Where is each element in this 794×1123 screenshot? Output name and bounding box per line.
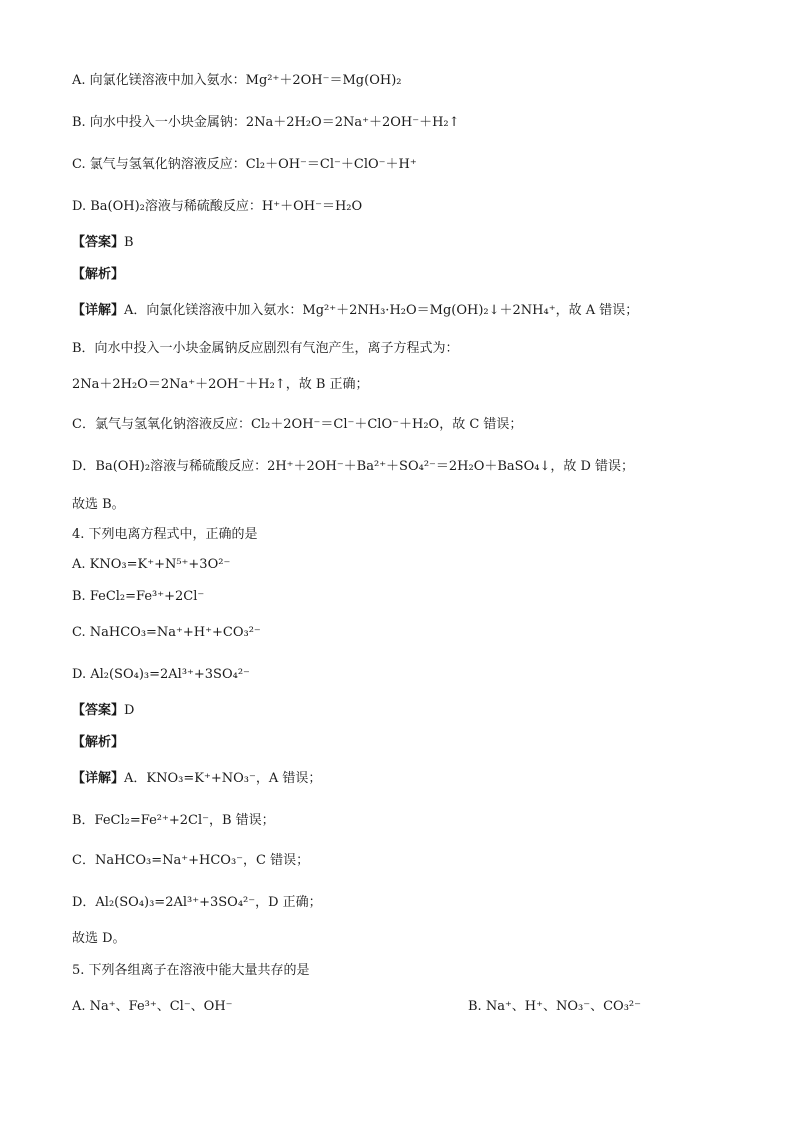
q4-option-a: A. KNO₃=K⁺+N⁵⁺+3O²⁻ xyxy=(72,557,231,572)
q4-conclusion: 故选 D。 xyxy=(72,931,126,946)
q3-option-c-label: C. 氯气与氢氧化钠溶液反应： xyxy=(72,157,246,172)
q3-answer xyxy=(72,234,754,252)
q3-detail-c-equation: Cl₂＋2OH⁻＝Cl⁻＋ClO⁻＋H₂O xyxy=(250,417,440,432)
q3-option-a xyxy=(72,72,754,90)
q3-analysis-label: 【解析】 xyxy=(72,267,125,282)
q3-detail-c xyxy=(72,416,754,434)
q5-options-row xyxy=(72,998,754,1016)
q3-detail-b-equation: 2Na＋2H₂O＝2Na⁺＋2OH⁻＋H₂↑ xyxy=(72,377,286,392)
q3-option-a-label: A. 向氯化镁溶液中加入氨水： xyxy=(72,73,246,88)
q3-option-c xyxy=(72,156,754,174)
q4-option-b: B. FeCl₂=Fe³⁺+2Cl⁻ xyxy=(72,589,205,604)
q3-detail-d-end: ，故 D 错误； xyxy=(550,459,635,474)
q4-detail-c: C．NaHCO₃=Na⁺+HCO₃⁻，C 错误； xyxy=(72,853,310,868)
q3-detail-d-equation: 2H⁺＋2OH⁻＋Ba²⁺＋SO₄²⁻＝2H₂O＋BaSO₄↓ xyxy=(267,459,551,474)
q3-detail-a-end: ，故 A 错误； xyxy=(555,303,639,318)
q4-answer-label: 【答案】 xyxy=(72,703,125,718)
q5-option-a: A. Na⁺、Fe³⁺、Cl⁻、OH⁻ xyxy=(72,999,233,1014)
q3-option-d xyxy=(72,198,754,216)
q3-detail-c-text: C．氯气与氢氧化钠溶液反应： xyxy=(72,417,251,432)
q3-option-b-label: B. 向水中投入一小块金属钠： xyxy=(72,115,246,130)
q4-option-c: C. NaHCO₃=Na⁺+H⁺+CO₃²⁻ xyxy=(72,625,261,640)
q3-detail-label: 【详解】 xyxy=(72,303,125,318)
q3-detail-a-text: A．向氯化镁溶液中加入氨水： xyxy=(124,303,303,318)
q3-answer-label: 【答案】 xyxy=(72,235,125,250)
q4-detail-d: D．Al₂(SO₄)₃=2Al³⁺+3SO₄²⁻，D 正确； xyxy=(72,895,322,910)
q4-answer-value: D xyxy=(124,703,135,718)
q3-option-a-equation: Mg²⁺＋2OH⁻＝Mg(OH)₂ xyxy=(245,73,402,88)
q3-detail-a xyxy=(72,302,754,320)
q4-detail-a-text: A．KNO₃=K⁺+NO₃⁻，A 错误； xyxy=(124,771,322,786)
q3-detail-b-line2 xyxy=(72,376,754,394)
q4-analysis-label: 【解析】 xyxy=(72,735,125,750)
q3-option-c-equation: Cl₂＋OH⁻＝Cl⁻＋ClO⁻＋H⁺ xyxy=(245,157,417,172)
q3-option-d-equation: H⁺＋OH⁻＝H₂O xyxy=(261,199,363,214)
q3-option-b-equation: 2Na＋2H₂O＝2Na⁺＋2OH⁻＋H₂↑ xyxy=(245,115,460,130)
q3-detail-a-equation: Mg²⁺＋2NH₃·H₂O＝Mg(OH)₂↓＋2NH₄⁺ xyxy=(302,303,556,318)
q4-option-d: D. Al₂(SO₄)₃=2Al³⁺+3SO₄²⁻ xyxy=(72,667,250,682)
q3-detail-b-end: ，故 B 正确； xyxy=(285,377,369,392)
q3-answer-value: B xyxy=(124,235,134,250)
q3-conclusion: 故选 B。 xyxy=(72,497,125,512)
q3-detail-b-line1: B．向水中投入一小块金属钠反应剧烈有气泡产生，离子方程式为： xyxy=(72,341,459,356)
q4-detail-b: B．FeCl₂=Fe²⁺+2Cl⁻，B 错误； xyxy=(72,813,275,828)
q4-detail-label: 【详解】 xyxy=(72,771,125,786)
q3-detail-c-end: ，故 C 错误； xyxy=(439,417,523,432)
q4-stem: 4. 下列电离方程式中，正确的是 xyxy=(72,527,258,542)
q3-option-d-label: D. Ba(OH)₂溶液与稀硫酸反应： xyxy=(72,199,262,214)
q4-detail-a xyxy=(72,770,754,788)
q5-option-b: B. Na⁺、H⁺、NO₃⁻、CO₃²⁻ xyxy=(468,999,641,1014)
q3-option-b xyxy=(72,114,754,132)
q5-stem: 5. 下列各组离子在溶液中能大量共存的是 xyxy=(72,963,310,978)
q3-detail-d xyxy=(72,458,754,476)
q3-detail-d-text: D．Ba(OH)₂溶液与稀硫酸反应： xyxy=(72,459,268,474)
q4-answer xyxy=(72,702,754,720)
